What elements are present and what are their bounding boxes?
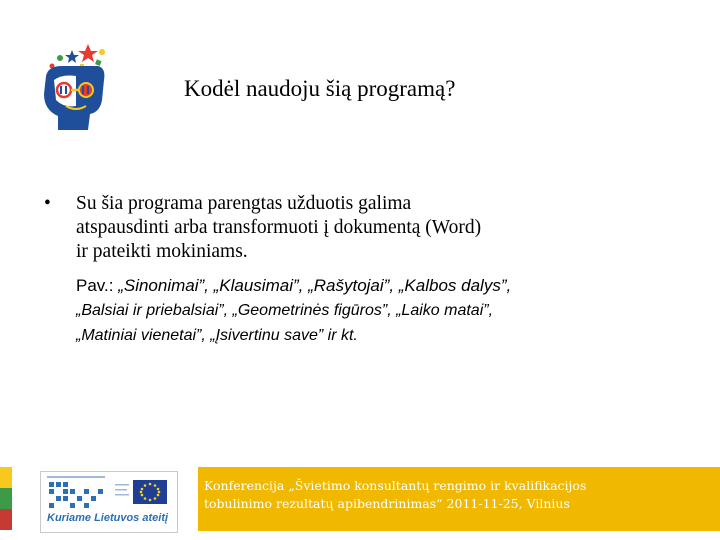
conference-line-2: tobulinimo rezultatų apibendrinimas“ 2011-11-25, Vilnius (204, 496, 570, 511)
footer (0, 467, 720, 540)
examples-line-1 (76, 273, 684, 298)
bullet-symbol: • (44, 193, 51, 214)
conference-info (204, 477, 586, 513)
eu-funding-logos (40, 471, 178, 533)
bullet-line-3: ir pateikti mokiniams. (76, 241, 248, 262)
examples-prefix: Pav.: (76, 276, 119, 295)
examples-text-1: „Sinonimai”, „Klausimai”, „Rašytojai”, „Kalbos dalys”, (118, 276, 512, 295)
examples-block (44, 273, 684, 348)
conference-band (198, 467, 720, 531)
conference-line-1: Konferencija „Švietimo konsultantų rengimo ir kvalifikacijos (204, 478, 587, 493)
flag-stripe-yellow (0, 467, 12, 488)
project-slogan: Kuriame Lietuvos ateitį (47, 512, 169, 524)
slide-title: Kodėl naudoju šią programą? (184, 76, 456, 101)
bullet-item (44, 192, 684, 264)
head-logo-icon (32, 40, 122, 135)
examples-line-2: „Balsiai ir priebalsiai”, „Geometrinės figūros”, „Laiko matai”, (76, 302, 494, 319)
flag-stripe-green (0, 488, 12, 509)
flag-stripe-red (0, 509, 12, 530)
examples-line-3: „Matiniai vienetai”, „Įsivertinu save” ir kt. (76, 327, 358, 344)
slide-body (44, 192, 684, 348)
bullet-line-1: Su šia programa parengtas užduotis galima (76, 193, 412, 214)
bullet-line-2: atspausdinti arba transformuoti į dokumentą (Word) (76, 217, 482, 238)
